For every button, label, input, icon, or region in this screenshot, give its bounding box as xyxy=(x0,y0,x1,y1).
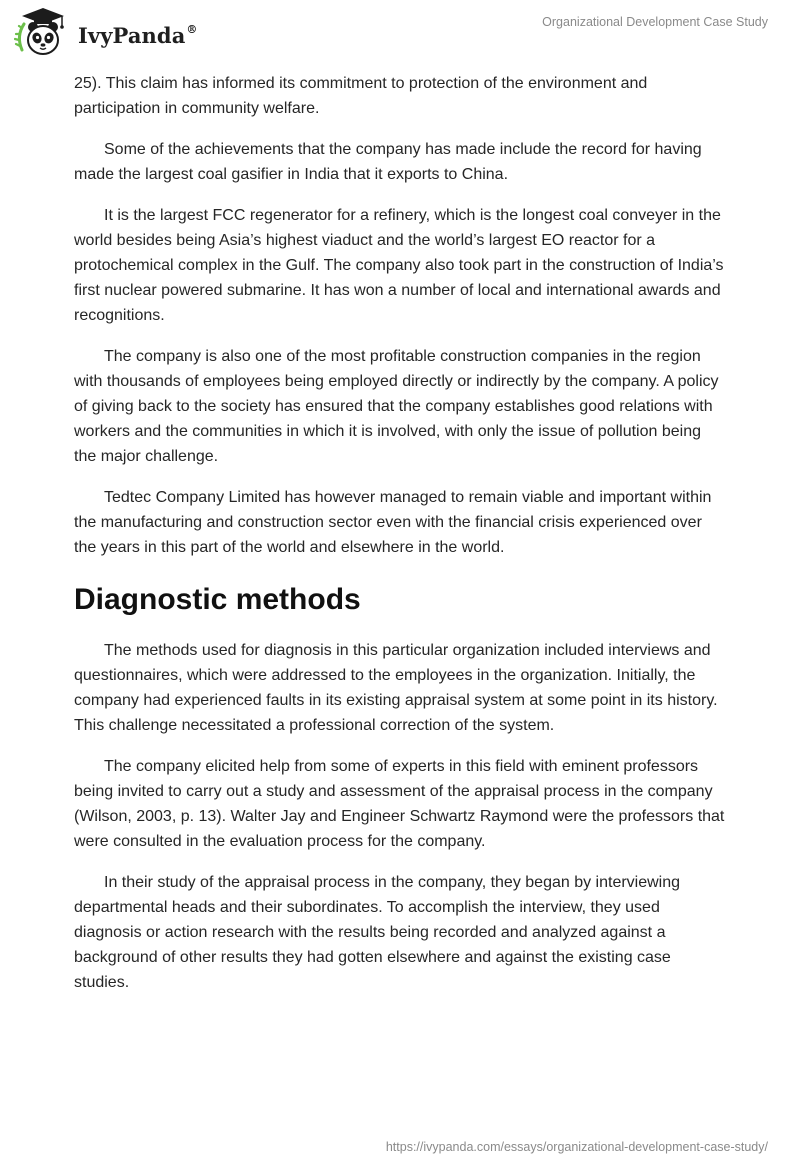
brand-logo[interactable] xyxy=(14,6,198,60)
document-title: Organizational Development Case Study xyxy=(542,15,768,29)
paragraph: The methods used for diagnosis in this particular organization included interviews and questionnaires, which were addressed to the employees in the organization. Initially, the company had experienced faults in its existing appraisal system at some point in its history. This challenge necessitated a professional correction of the system. xyxy=(74,642,718,734)
paragraph: Tedtec Company Limited has however managed to remain viable and important within the manufacturing and construction sector even with the financial crisis experienced over the years in this part of the world and elsewhere in the world. xyxy=(74,489,712,556)
registered-mark: ® xyxy=(186,22,198,36)
paragraph: The company is also one of the most profitable construction companies in the region with thousands of employees being employed directly or indirectly by the company. A policy of giving back to the society has ensured that the company establishes good relations with workers and the communities in which it is involved, with only the issue of pollution being the major challenge. xyxy=(74,348,719,465)
essay-body xyxy=(74,71,726,1011)
paragraph: The company elicited help from some of experts in this field with eminent professors being invited to carry out a study and assessment of the appraisal process in the company (Wilson, 2003, p. 13). Walter Jay and Engineer Schwartz Raymond were the professors that were consulted in the evaluation process for the company. xyxy=(74,758,725,850)
brand-name: IvyPanda® xyxy=(78,22,198,48)
paragraph: It is the largest FCC regenerator for a refinery, which is the longest coal conveyer in the world besides being Asia’s highest viaduct and the world’s largest EO reactor for a protochemical complex in the Gulf. The company also took part in the construction of India’s first nuclear powered submarine. It has won a number of local and international awards and recognitions. xyxy=(74,207,724,324)
panda-graduate-icon xyxy=(14,6,72,60)
paragraph: Some of the achievements that the company has made include the record for having made the largest coal gasifier in India that it exports to China. xyxy=(74,141,702,183)
paragraph: 25). This claim has informed its commitment to protection of the environment and participation in community welfare. xyxy=(74,75,648,117)
source-url[interactable]: https://ivypanda.com/essays/organizational-development-case-study/ xyxy=(385,1140,768,1154)
section-heading: Diagnostic methods xyxy=(74,583,361,616)
page-header xyxy=(0,0,800,70)
paragraph: In their study of the appraisal process in the company, they began by interviewing departmental heads and their subordinates. To accomplish the interview, they used diagnosis or action research with the results being recorded and analyzed against a background of other results they had gotten elsewhere and against the existing case studies. xyxy=(74,874,681,991)
